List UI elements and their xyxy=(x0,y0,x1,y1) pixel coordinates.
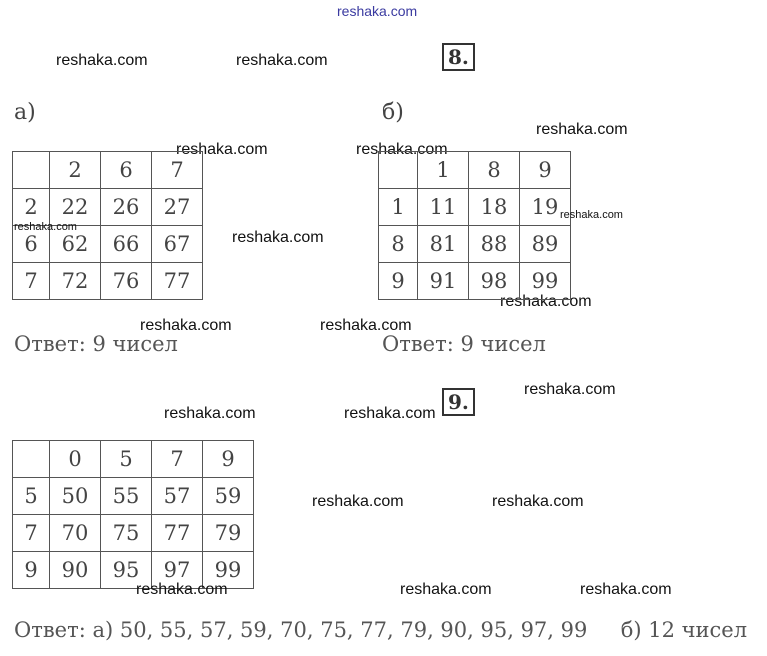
watermark: reshaka.com xyxy=(536,121,628,138)
table-cell: 55 xyxy=(101,478,152,515)
table-cell: 2 xyxy=(13,189,50,226)
part-b-label: б) xyxy=(382,100,404,125)
table-cell: 99 xyxy=(520,263,571,300)
watermark: reshaka.com xyxy=(580,581,672,598)
table-row xyxy=(13,515,254,552)
table-cell: 75 xyxy=(101,515,152,552)
watermark: reshaka.com xyxy=(344,405,436,422)
table-cell xyxy=(379,152,418,189)
table-cell: 77 xyxy=(152,515,203,552)
answer-8a: Ответ: 9 чисел xyxy=(14,332,178,356)
table-cell: 95 xyxy=(101,552,152,589)
watermark: reshaka.com xyxy=(320,317,412,334)
table-cell: 9 xyxy=(520,152,571,189)
table-cell: 97 xyxy=(152,552,203,589)
watermark: reshaka.com xyxy=(312,493,404,510)
table-cell: 7 xyxy=(13,515,50,552)
table-cell: 67 xyxy=(152,226,203,263)
table-cell: 8 xyxy=(469,152,520,189)
table-cell: 66 xyxy=(101,226,152,263)
table-row xyxy=(13,189,203,226)
table-header-row xyxy=(13,441,254,478)
part-a-label: а) xyxy=(14,100,36,125)
watermark: reshaka.com xyxy=(56,52,148,69)
table-cell: 9 xyxy=(13,552,50,589)
answer-9: Ответ: а) 50, 55, 57, 59, 70, 75, 77, 79, 90, 95, 97, 99 б) 12 чисел xyxy=(14,618,748,642)
table-9 xyxy=(12,440,254,589)
table-cell: 88 xyxy=(469,226,520,263)
table-cell: 62 xyxy=(50,226,101,263)
watermark: reshaka.com xyxy=(232,229,324,246)
table-header-row xyxy=(379,152,571,189)
table-cell: 6 xyxy=(101,152,152,189)
table-cell: 26 xyxy=(101,189,152,226)
table-header-row xyxy=(13,152,203,189)
table-cell: 2 xyxy=(50,152,101,189)
table-row xyxy=(379,263,571,300)
table-cell: 89 xyxy=(520,226,571,263)
problem-8-number: 8. xyxy=(442,43,475,71)
table-row xyxy=(13,478,254,515)
watermark: reshaka.com xyxy=(492,493,584,510)
table-cell xyxy=(13,152,50,189)
watermark: reshaka.com xyxy=(236,52,328,69)
table-cell: 0 xyxy=(50,441,101,478)
watermark-top: reshaka.com xyxy=(337,3,418,19)
table-row xyxy=(379,189,571,226)
table-cell: 99 xyxy=(203,552,254,589)
table-cell xyxy=(13,441,50,478)
table-cell: 8 xyxy=(379,226,418,263)
table-cell: 81 xyxy=(418,226,469,263)
table-cell: 76 xyxy=(101,263,152,300)
table-cell: 59 xyxy=(203,478,254,515)
table-cell: 18 xyxy=(469,189,520,226)
watermark: reshaka.com xyxy=(140,317,232,334)
watermark: reshaka.com xyxy=(500,293,592,310)
watermark: reshaka.com xyxy=(164,405,256,422)
table-cell: 50 xyxy=(50,478,101,515)
watermark: reshaka.com xyxy=(560,209,623,221)
table-cell: 7 xyxy=(13,263,50,300)
table-cell: 77 xyxy=(152,263,203,300)
table-cell: 7 xyxy=(152,152,203,189)
watermark: reshaka.com xyxy=(176,141,268,158)
table-cell: 57 xyxy=(152,478,203,515)
table-cell: 1 xyxy=(379,189,418,226)
table-cell: 19 xyxy=(520,189,571,226)
table-row xyxy=(13,263,203,300)
table-8b xyxy=(378,151,571,300)
table-cell: 27 xyxy=(152,189,203,226)
problem-9-number: 9. xyxy=(442,388,475,416)
table-cell: 5 xyxy=(13,478,50,515)
watermark: reshaka.com xyxy=(524,381,616,398)
table-cell: 11 xyxy=(418,189,469,226)
table-cell: 9 xyxy=(203,441,254,478)
table-cell: 1 xyxy=(418,152,469,189)
watermark: reshaka.com xyxy=(136,581,228,598)
watermark: reshaka.com xyxy=(400,581,492,598)
table-cell: 6 xyxy=(13,226,50,263)
table-cell: 72 xyxy=(50,263,101,300)
table-cell: 7 xyxy=(152,441,203,478)
table-cell: 9 xyxy=(379,263,418,300)
answer-8b: Ответ: 9 чисел xyxy=(382,332,546,356)
table-cell: 79 xyxy=(203,515,254,552)
table-cell: 91 xyxy=(418,263,469,300)
table-cell: 98 xyxy=(469,263,520,300)
table-cell: 5 xyxy=(101,441,152,478)
table-cell: 90 xyxy=(50,552,101,589)
table-row xyxy=(379,226,571,263)
watermark: reshaka.com xyxy=(356,141,448,158)
table-cell: 22 xyxy=(50,189,101,226)
table-cell: 70 xyxy=(50,515,101,552)
watermark: reshaka.com xyxy=(14,221,77,233)
